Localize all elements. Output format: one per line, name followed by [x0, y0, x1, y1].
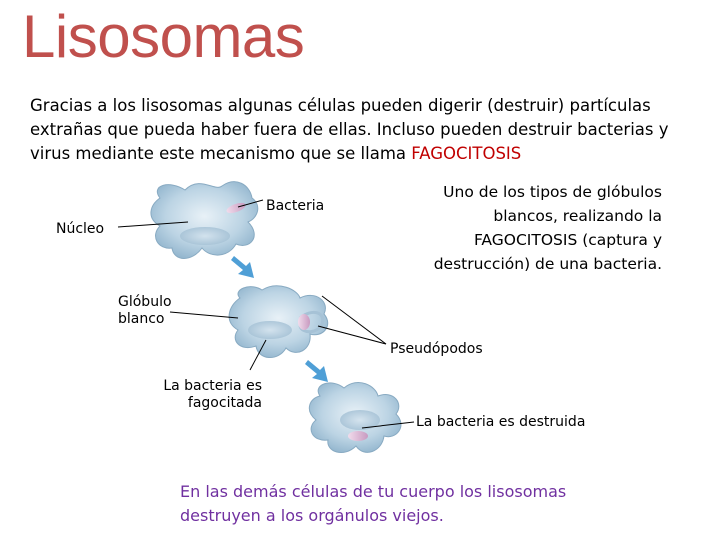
side-text-line2: blancos, realizando la [493, 207, 662, 225]
bottom-text-line1: En las demás células de tu cuerpo los lisosomas [180, 482, 567, 501]
side-description [420, 180, 662, 276]
intro-text: Gracias a los lisosomas algunas células pueden digerir (destruir) partículas extrañas que pueda haber fuera de ellas. Incluso pueden destruir bacterias y virus mediante este mecanismo que se llama [30, 96, 669, 163]
side-text-line3: FAGOCITOSIS (captura y [473, 231, 662, 249]
label-globulo-blanco [118, 294, 172, 328]
arrow-icon [305, 360, 328, 382]
side-text-line1: Uno de los tipos de glóbulos [443, 183, 662, 201]
bacteria-icon [348, 431, 368, 441]
label-globulo-line2: blanco [118, 311, 165, 327]
label-bacteria-destruida: La bacteria es destruida [416, 414, 586, 430]
bacteria-icon [298, 314, 310, 330]
label-pseudopodos: Pseudópodos [390, 341, 483, 357]
label-nucleo: Núcleo [56, 221, 105, 237]
white-blood-cell-1 [151, 182, 258, 259]
label-bacteria: Bacteria [266, 198, 325, 214]
bottom-note [180, 480, 600, 528]
white-blood-cell-3 [309, 383, 401, 453]
label-globulo-line1: Glóbulo [118, 294, 172, 310]
side-text-line4: destrucción) de una bacteria. [433, 255, 662, 273]
page-title: Lisosomas [22, 3, 305, 70]
bottom-text-line2: destruyen a los orgánulos viejos. [180, 506, 444, 525]
fagocitosis-highlight: FAGOCITOSIS [411, 144, 522, 163]
arrow-icon [231, 256, 254, 278]
label-fagocitada-line2: fagocitada [187, 395, 262, 411]
label-fagocitada-line1: La bacteria es [163, 378, 262, 394]
white-blood-cell-2 [229, 286, 328, 358]
label-bacteria-fagocitada [156, 378, 262, 412]
